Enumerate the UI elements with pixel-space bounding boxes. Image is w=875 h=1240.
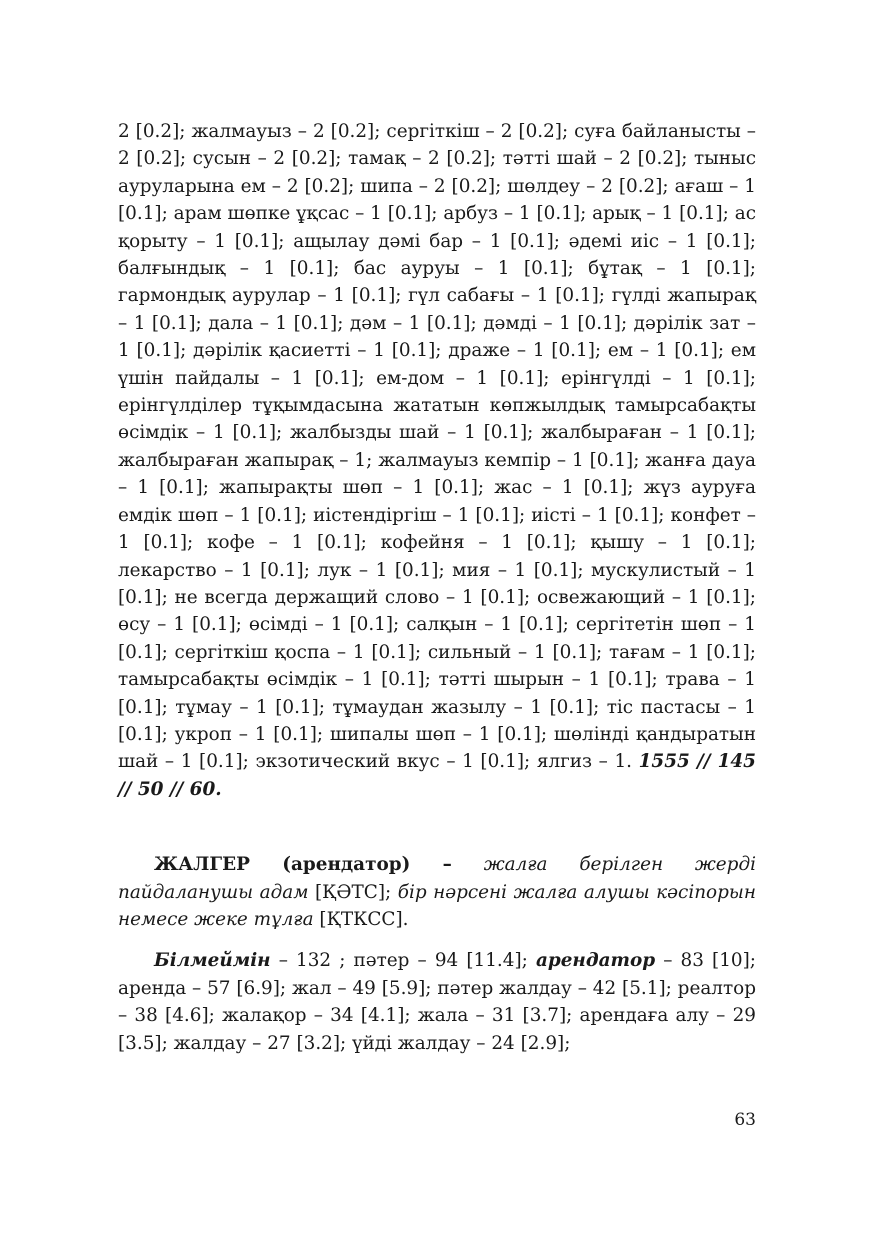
source-1: [ҚӘТС]; [315,881,392,903]
entry-totals: 1555 // 145 // 50 // 60. [118,751,756,800]
definition-1: жалға берілген жерді пайдаланушы адам [118,854,756,903]
definition-2: бір нәрсені жалға алушы кәсіпорын немесе жеке тұлға [118,881,756,930]
associations-list: 2 [0.2]; жалмауыз – 2 [0.2]; сергіткіш – 2 [0.2]; суға байланысты – 2 [0.2]; сусын – 2 [0.2]; тамақ – 2 [0.2]; тәтті шай – 2 [0.2]; тыныс ауруларына ем – 2 [0.2]; шипа – 2 [0.2]; шөлдеу – 2 [0.2]; ағаш – 1 [0.1]; арам шөпке ұқсас – 1 [0.1]; арбуз – 1 [0.1]; арық – 1 [0.1]; ас қорыту – 1 [0.1]; ащылау дәмі бар – 1 [0.1]; әдемі иіс – 1 [0.1]; балғындық – 1 [0.1]; бас ауруы – 1 [0.1]; бұтақ – 1 [0.1]; гармондық аурулар – 1 [0.1]; гүл сабағы – 1 [0.1]; гүлді жапырақ – 1 [0.1]; дала – 1 [0.1]; дәм – 1 [0.1]; дәмді – 1 [0.1]; дәрілік зат – 1 [0.1]; дәрілік қасиетті – 1 [0.1]; драже – 1 [0.1]; ем – 1 [0.1]; ем үшін пайдалы – 1 [0.1]; ем-дом – 1 [0.1]; ерінгүлді – 1 [0.1]; ерінгүлділер тұқымдасына жататын көпжылдық тамырсабақты өсімдік – 1 [0.1]; жалбызды шай – 1 [0.1]; жалбыраған – 1 [0.1]; жалбыраған жапырақ – 1; жалмауыз кемпір – 1 [0.1]; жанға дауа – 1 [0.1]; жапырақты шөп – 1 [0.1]; жас – 1 [0.1]; жүз ауруға емдік шөп – 1 [0.1]; иістендіргіш – 1 [0.1]; иісті – 1 [0.1]; конфет – 1 [0.1]; кофе – 1 [0.1]; кофейня – 1 [0.1]; қышу – 1 [0.1]; лекарство – 1 [0.1]; лук – 1 [0.1]; мия – 1 [0.1]; мускулистый – 1 [0.1]; не всегда держащий слово – 1 [0.1]; освежающий – 1 [0.1]; өсу – 1 [0.1]; өсімді – 1 [0.1]; салқын – 1 [0.1]; сергітетін шөп – 1 [0.1]; сергіткіш қоспа – 1 [0.1]; сильный – 1 [0.1]; тағам – 1 [0.1]; тамырсабақты өсімдік – 1 [0.1]; тәтті шырын – 1 [0.1]; трава – 1 [0.1]; тұмау – 1 [0.1]; тұмаудан жазылу – 1 [0.1]; тіс пастасы – 1 [0.1]; укроп – 1 [0.1]; шипалы шөп – 1 [0.1]; шөлінді қандыратын шай – 1 [0.1]; экзотический вкус – 1 [0.1]; ялгиз – 1. [118,121,756,773]
entry-headword: ЖАЛГЕР (арендатор) – [154,854,452,876]
page-body [118,118,756,1057]
first-response-label: Білмеймін [154,950,271,972]
entry-continuation-paragraph [118,118,756,803]
main-response-label: арендатор [535,950,656,972]
responses-paragraph [118,947,756,1057]
responses-list: – 83 [10]; аренда – 57 [6.9]; жал – 49 [5.9]; пәтер жалдау – 42 [5.1]; реалтор – 38 [4.6]; жалақор – 34 [4.1]; жала – 31 [3.7]; арендаға алу – 29 [3.5]; жалдау – 27 [3.2]; үйді жалдау – 24 [2.9]; [118,950,756,1054]
page-number: 63 [734,1110,756,1130]
source-2: [ҚТКСС]. [319,908,409,930]
entry-definition-paragraph [118,851,756,933]
first-response-text: – 132 ; пәтер – 94 [11.4]; [278,950,528,972]
